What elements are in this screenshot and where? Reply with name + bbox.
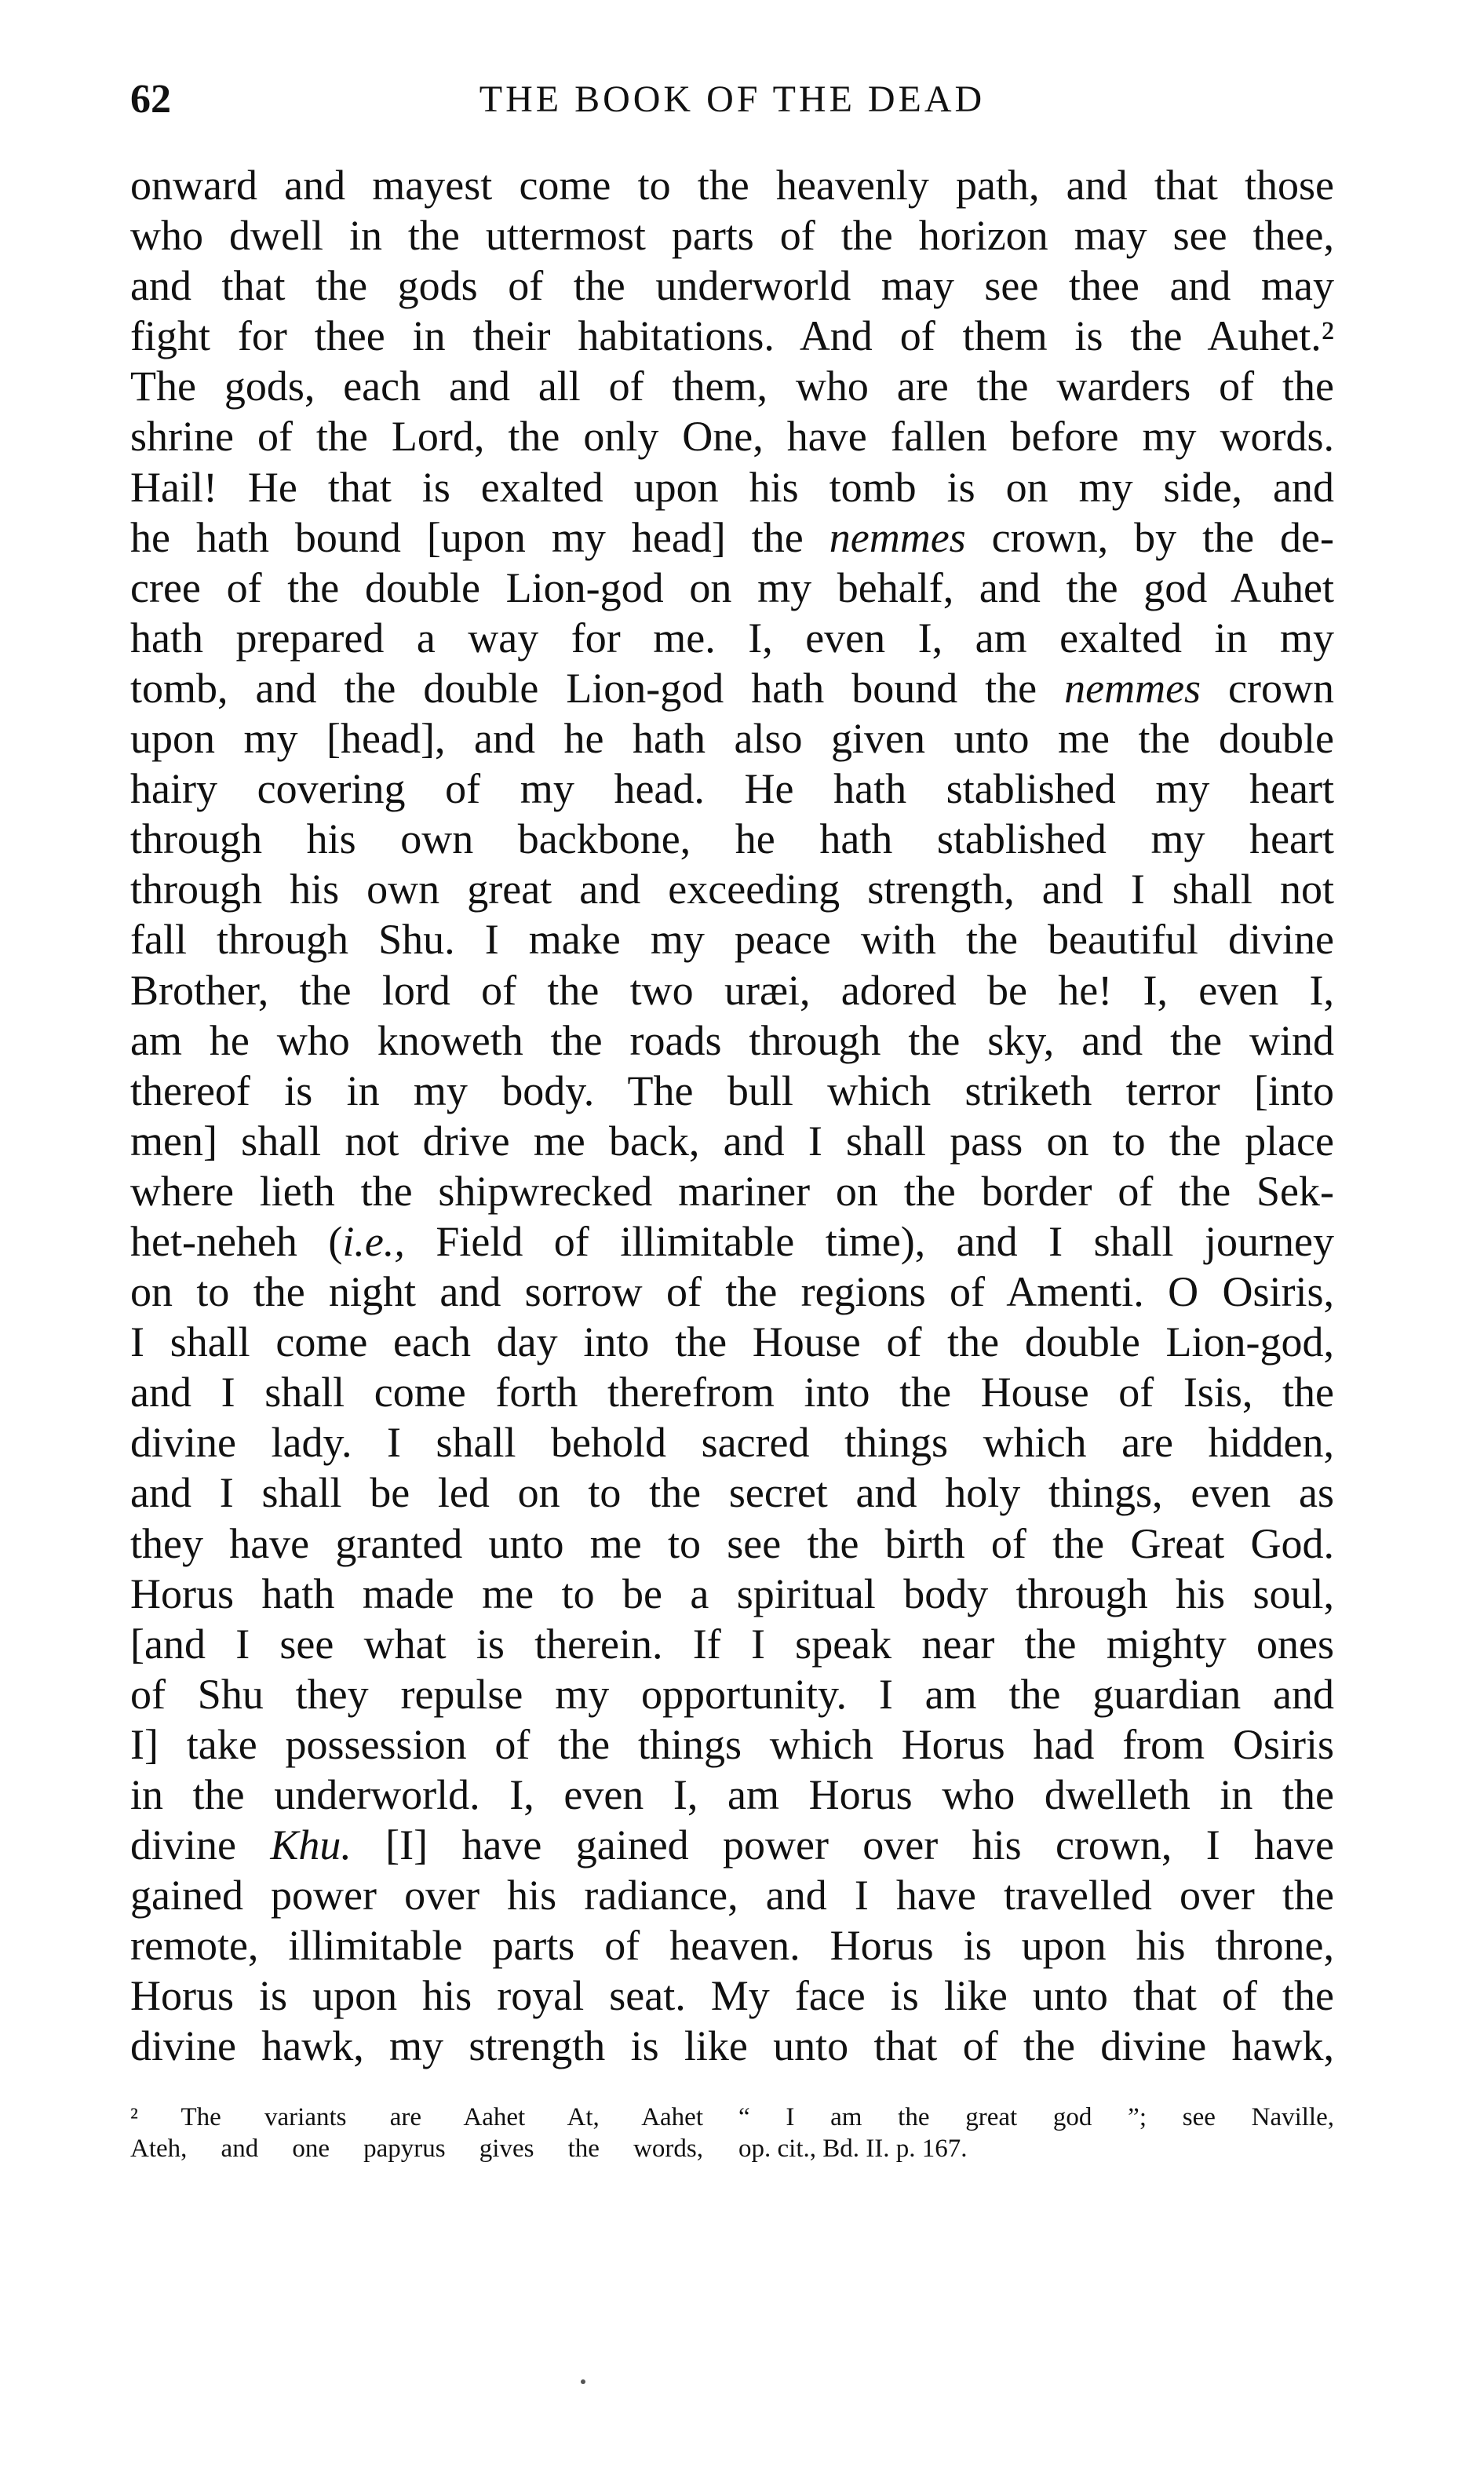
text-line: divine hawk, my strength is like unto that of the divine hawk, [130,2022,1334,2070]
text-line: divine lady. I shall behold sacred things which are hidden, [130,1419,1334,1467]
text-line: divine Khu. [I] have gained power over his crown, I have [130,1821,1334,1869]
text-line: Horus is upon his royal seat. My face is like unto that of the [130,1972,1334,2020]
text-line: Horus hath made me to be a spiritual body through his soul, [130,1570,1334,1617]
footnote-right-column [738,2102,1334,2164]
text-line: shrine of the Lord, the only One, have fallen before my words. [130,413,1334,461]
text-line: upon my [head], and he hath also given unto me the double [130,715,1334,763]
text-line: through his own great and exceeding strength, and I shall not [130,866,1334,913]
text-line: I] take possession of the things which Horus had from Osiris [130,1720,1334,1768]
text-line: who dwell in the uttermost parts of the horizon may see thee, [130,212,1334,260]
text-line: remote, illimitable parts of heaven. Horus is upon his throne, [130,1922,1334,1970]
footnote-line: ² The variants are Aahet At, Aahet [130,2103,703,2131]
text-line: I shall come each day into the House of the double Lion-god, [130,1318,1334,1366]
text-line: gained power over his radiance, and I have travelled over the [130,1872,1334,1920]
text-line: men] shall not drive me back, and I shall pass on to the place [130,1117,1334,1165]
text-line: and I shall be led on to the secret and holy things, even as [130,1469,1334,1517]
text-line: tomb, and the double Lion-god hath bound the nemmes crown [130,664,1334,712]
text-line: he hath bound [upon my head] the nemmes crown, by the de- [130,513,1335,561]
body-text [130,160,1334,2072]
footnote-line: Ateh, and one papyrus gives the words, [130,2135,703,2163]
text-line: cree of the double Lion-god on my behalf, and the god Auhet [130,563,1334,611]
text-line: where lieth the shipwrecked mariner on the border of the Sek- [130,1167,1334,1215]
text-line: of Shu they repulse my opportunity. I am the guardian and [130,1670,1334,1718]
text-line: Brother, the lord of the two uræi, adored be he! I, even I, [130,966,1334,1014]
text-line: Hail! He that is exalted upon his tomb is on my side, and [130,463,1334,511]
text-line: and that the gods of the underworld may see thee and may [130,262,1334,310]
text-line: on to the night and sorrow of the regions of Amenti. O Osiris, [130,1268,1334,1316]
text-line: am he who knoweth the roads through the sky, and the wind [130,1016,1334,1064]
footnote-line: “ I am the great god ”; see Naville, [738,2103,1334,2131]
text-line: fall through Shu. I make my peace with the beautiful divine [130,916,1334,964]
text-line: they have granted unto me to see the birth of the Great God. [130,1519,1334,1567]
page-number: 62 [130,77,171,122]
text-line: hairy covering of my head. He hath stablished my heart [130,765,1334,813]
text-line: het-neheh (i.e., Field of illimitable time), and I shall journey [130,1217,1334,1265]
text-line: The gods, each and all of them, who are the warders of the [130,363,1334,410]
footnote-left-column [130,2102,703,2164]
text-line: through his own backbone, he hath stablished my heart [130,815,1334,863]
footnote-line: op. cit., Bd. II. p. 167. [738,2135,968,2163]
page-header [130,72,1334,127]
text-line: onward and mayest come to the heavenly path, and that those [130,162,1334,209]
print-speck [581,2379,585,2384]
running-head: THE BOOK OF THE DEAD [479,78,986,120]
footnotes [130,2102,1334,2172]
text-line: fight for thee in their habitations. And of them is the Auhet.² [130,312,1334,360]
text-line: and I shall come forth therefrom into the House of Isis, the [130,1369,1334,1416]
text-line: [and I see what is therein. If I speak near the mighty ones [130,1620,1334,1668]
text-line: thereof is in my body. The bull which striketh terror [into [130,1066,1334,1114]
text-line: hath prepared a way for me. I, even I, am exalted in my [130,614,1334,662]
text-line: in the underworld. I, even I, am Horus who dwelleth in the [130,1771,1334,1818]
